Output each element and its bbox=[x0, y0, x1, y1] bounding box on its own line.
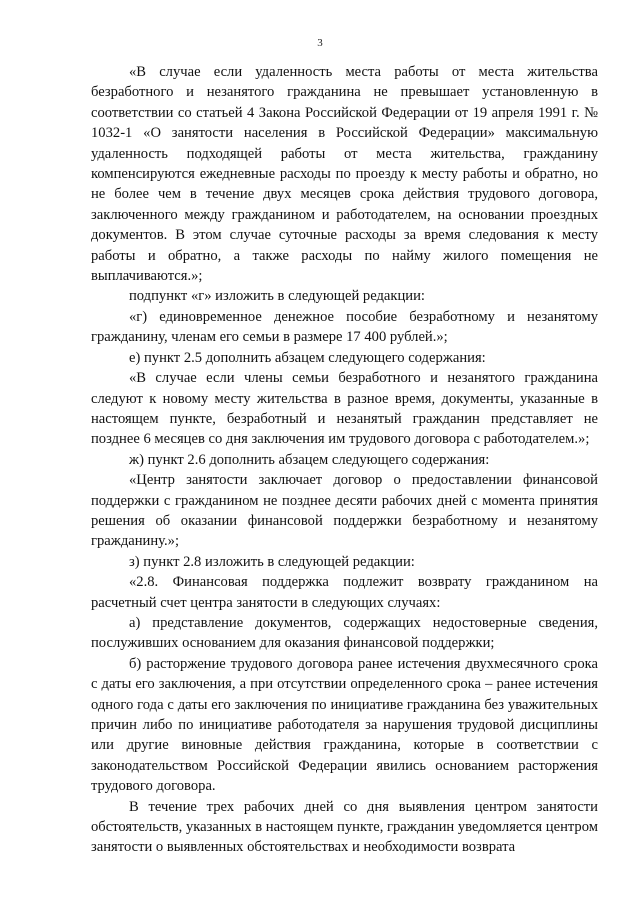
page-number: 3 bbox=[317, 37, 323, 49]
paragraph-10: а) представление документов, содержащих недостоверные сведения, послуживших основанием для оказания финансовой поддержки; bbox=[91, 614, 598, 652]
paragraph-3: «г) единовременное денежное пособие безработному и незанятому гражданину, членам его семьи в размере 17 400 рублей.»; bbox=[91, 308, 598, 346]
paragraph-5: «В случае если члены семьи безработного и незанятого гражданина следуют к новому месту жительства в разное время, документы, указанные в настоящем пункте, безработный и незанятый гражданин представляет не позднее 6 месяцев со дня заключения им трудового договора с работодателем.»; bbox=[91, 370, 598, 448]
paragraph-6: ж) пункт 2.6 дополнить абзацем следующего содержания: bbox=[129, 451, 490, 468]
paragraph-1: «В случае если удаленность места работы от места жительства безработного и незанятого гражданина не превышает установленную в соответствии со статьей 4 Закона Российской Федерации от 19 апреля 1991 г. № 1032-1 «О занятости населения в Российской Федерации» максимальную удаленность подходящей работы от места жительства, гражданину компенсируются ежедневные расходы по проезду к месту работы и обратно, но не более чем в течение двух месяцев срока действия трудового договора, заключенного между гражданином и работодателем, на основании проездных документов. В этом случае суточные расходы за время следования к месту работы и обратно, а также расходы по найму жилого помещения не выплачиваются.»; bbox=[91, 64, 598, 285]
paragraph-9: «2.8. Финансовая поддержка подлежит возврату гражданином на расчетный счет центра занятости в следующих случаях: bbox=[91, 574, 598, 611]
paragraph-4: е) пункт 2.5 дополнить абзацем следующего содержания: bbox=[129, 349, 486, 366]
paragraph-7: «Центр занятости заключает договор о предоставлении финансовой поддержки с гражданином не позднее десяти рабочих дней с момента принятия решения об оказании финансовой поддержки безработному и незанятому гражданину.»; bbox=[91, 472, 598, 550]
paragraph-12: В течение трех рабочих дней со дня выявления центром занятости обстоятельств, указанных в настоящем пункте, гражданин уведомляется центром занятости о выявленных обстоятельствах и необходимости возврата bbox=[91, 798, 598, 856]
paragraph-2: подпункт «г» изложить в следующей редакции: bbox=[129, 288, 425, 305]
document-body bbox=[91, 62, 598, 858]
paragraph-11: б) расторжение трудового договора ранее истечения двухмесячного срока с даты его заключения, а при отсутствии определенного срока – ранее истечения одного года с даты его заключения по инициативе гражданина без уважительных причин либо по инициативе работодателя за нарушения трудовой дисциплины или другие виновные действия гражданина, которые в соответствии с законодательством Российской Федерации явились основанием расторжения трудового договора. bbox=[91, 655, 598, 795]
paragraph-8: з) пункт 2.8 изложить в следующей редакции: bbox=[129, 553, 415, 570]
